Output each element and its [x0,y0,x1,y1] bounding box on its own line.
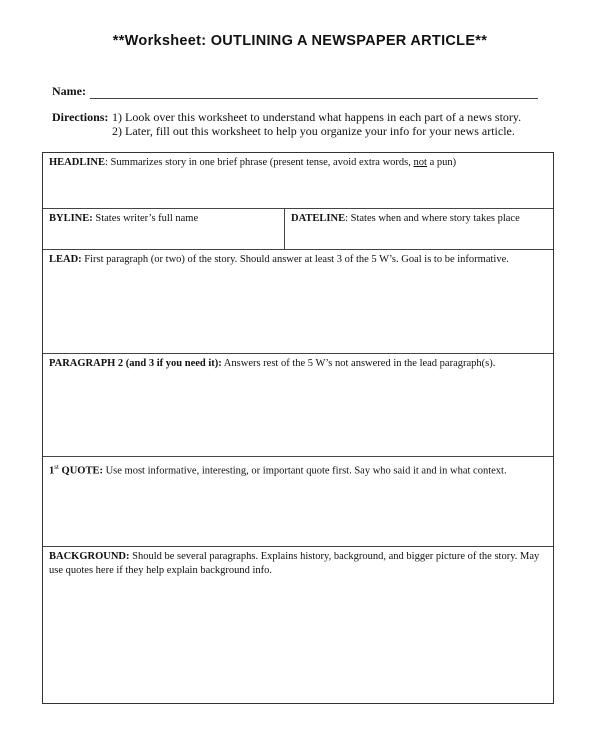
directions [52,110,521,138]
headline-label: HEADLINE [49,157,106,168]
lead-cell[interactable] [43,250,553,354]
byline-dateline-row [43,209,553,250]
outline-table [42,152,554,704]
headline-emph: not [413,157,427,168]
directions-label: Directions: [52,110,109,124]
direction-step-1: 1) Look over this worksheet to understand what happens in each part of a news story. [112,110,522,124]
paragraph2-desc: Answers rest of the 5 W’s not answered in the lead paragraph(s). [221,358,496,369]
worksheet-title: **Worksheet: OUTLINING A NEWSPAPER ARTICLE** [112,33,488,49]
quote-cell[interactable] [43,457,553,547]
byline-desc: States writer’s full name [92,213,199,224]
headline-desc-end: a pun) [426,157,457,168]
background-label: BACKGROUND: [49,551,130,562]
quote-desc: Use most informative, interesting, or important quote first. Say who said it and in what context. [102,465,507,477]
background-cell[interactable] [43,547,553,703]
byline-cell[interactable] [43,209,285,249]
headline-desc: : Summarizes story in one brief phrase (present tense, avoid extra words, [105,157,414,168]
paragraph2-cell[interactable] [43,354,553,457]
name-row [52,84,538,99]
lead-desc: First paragraph (or two) of the story. Should answer at least 3 of the 5 W’s. Goal is to be informative. [81,254,509,265]
lead-label: LEAD: [49,254,82,265]
direction-step-2: 2) Later, fill out this worksheet to help you organize your info for your news article. [112,124,515,138]
quote-label: QUOTE: [58,465,103,477]
headline-cell[interactable] [43,153,553,209]
paragraph2-label: PARAGRAPH 2 (and 3 if you need it): [49,358,222,369]
dateline-label: DATELINE [291,213,346,224]
background-desc: Should be several paragraphs. Explains history, background, and bigger picture of the story. May use quotes here if they help explain background info. [49,551,540,576]
quote-num: 1 [49,465,55,477]
dateline-cell[interactable] [285,209,553,249]
byline-label: BYLINE: [49,213,93,224]
name-label: Name: [52,84,86,98]
quote-sup: st [54,463,59,471]
name-input-line[interactable] [90,85,538,99]
dateline-desc: : States when and where story takes place [345,213,520,224]
